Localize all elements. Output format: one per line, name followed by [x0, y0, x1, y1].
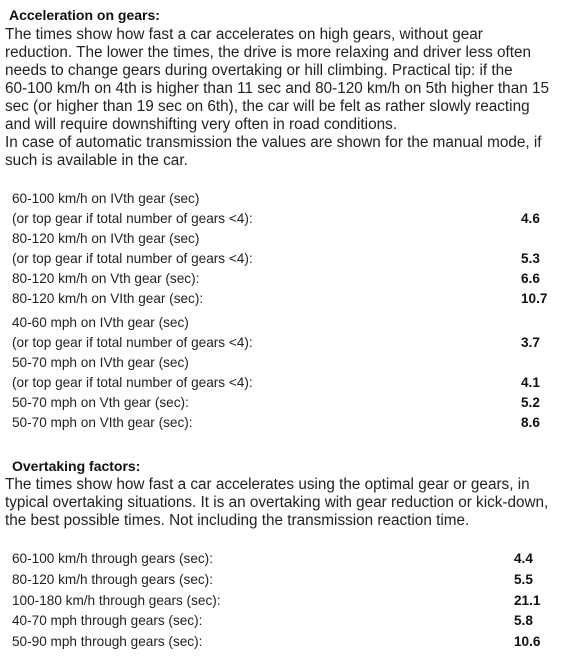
overtaking-description-line: The times show how fast a car accelerates using the optimal gear or gears, in [5, 476, 530, 493]
row-label: 100-180 km/h through gears (sec): [12, 593, 221, 608]
acceleration-description-line: 60-100 km/h on 4th is higher than 11 sec and 80-120 km/h on 5th higher than 15 [5, 80, 549, 97]
acceleration-description-line: reduction. The lower the times, the drive is more relaxing and driver less often [5, 44, 532, 61]
overtaking-description-line: the best possible times. Not including the transmission reaction time. [5, 512, 470, 529]
acceleration-heading: Acceleration on gears: [9, 7, 160, 23]
row-label: 50-70 mph on IVth gear (sec) [12, 355, 189, 370]
acceleration-description-line: The times show how fast a car accelerates on high gears, without gear [5, 26, 483, 43]
table-row [12, 551, 572, 572]
row-label: 80-120 km/h on VIth gear (sec): [12, 291, 204, 306]
overtaking-kmh-table [12, 551, 572, 614]
table-row [12, 315, 572, 335]
table-row [12, 291, 572, 311]
row-label: 60-100 km/h through gears (sec): [12, 551, 213, 566]
row-value: 5.2 [521, 395, 540, 410]
row-label: (or top gear if total number of gears <4): [12, 211, 253, 226]
row-value: 10.6 [514, 634, 541, 649]
row-value: 4.1 [521, 375, 540, 390]
table-row [12, 211, 572, 231]
row-value: 21.1 [514, 593, 541, 608]
row-value: 5.3 [521, 251, 540, 266]
acceleration-description-line: and will require downshifting very often in road conditions. [5, 116, 397, 133]
row-value: 5.8 [514, 613, 533, 628]
row-label: (or top gear if total number of gears <4): [12, 375, 253, 390]
row-label: 40-60 mph on IVth gear (sec) [12, 315, 189, 330]
table-row [12, 271, 572, 291]
table-row [12, 613, 572, 634]
row-label: 40-70 mph through gears (sec): [12, 613, 203, 628]
table-row [12, 572, 572, 593]
row-value: 10.7 [521, 291, 548, 306]
row-label: (or top gear if total number of gears <4): [12, 251, 253, 266]
row-value: 5.5 [514, 572, 533, 587]
acceleration-description-line: sec (or higher than 19 sec on 6th), the car will be felt as rather slowly reacting [5, 98, 530, 115]
table-row [12, 593, 572, 614]
row-label: 50-70 mph on Vth gear (sec): [12, 395, 189, 410]
row-value: 8.6 [521, 415, 540, 430]
row-value: 6.6 [521, 271, 540, 286]
table-row [12, 251, 572, 271]
table-row [12, 231, 572, 251]
acceleration-kmh-table [12, 191, 572, 311]
overtaking-description [5, 476, 577, 530]
row-value: 4.4 [514, 551, 533, 566]
row-label: 50-70 mph on VIth gear (sec): [12, 415, 193, 430]
table-row [12, 395, 572, 415]
acceleration-description-line: needs to change gears during overtaking or hill climbing. Practical tip: if the [5, 62, 513, 79]
table-row [12, 634, 572, 655]
row-label: 60-100 km/h on IVth gear (sec) [12, 191, 200, 206]
row-label: 80-120 km/h on Vth gear (sec): [12, 271, 200, 286]
acceleration-description-line: In case of automatic transmission the values are shown for the manual mode, if [5, 134, 542, 151]
table-row [12, 415, 572, 435]
row-label: 50-90 mph through gears (sec): [12, 634, 203, 649]
row-label: 80-120 km/h on IVth gear (sec) [12, 231, 200, 246]
overtaking-mph-table [12, 613, 572, 655]
overtaking-description-line: typical overtaking situations. It is an overtaking with gear reduction or kick-down, [5, 494, 549, 511]
row-label: (or top gear if total number of gears <4): [12, 335, 253, 350]
acceleration-mph-table [12, 315, 572, 435]
row-value: 3.7 [521, 335, 540, 350]
acceleration-description-line: such is available in the car. [5, 152, 188, 169]
table-row [12, 191, 572, 211]
table-row [12, 375, 572, 395]
table-row [12, 355, 572, 375]
overtaking-heading: Overtaking factors: [12, 458, 141, 474]
table-row [12, 335, 572, 355]
row-value: 4.6 [521, 211, 540, 226]
row-label: 80-120 km/h through gears (sec): [12, 572, 213, 587]
acceleration-description [5, 26, 577, 170]
